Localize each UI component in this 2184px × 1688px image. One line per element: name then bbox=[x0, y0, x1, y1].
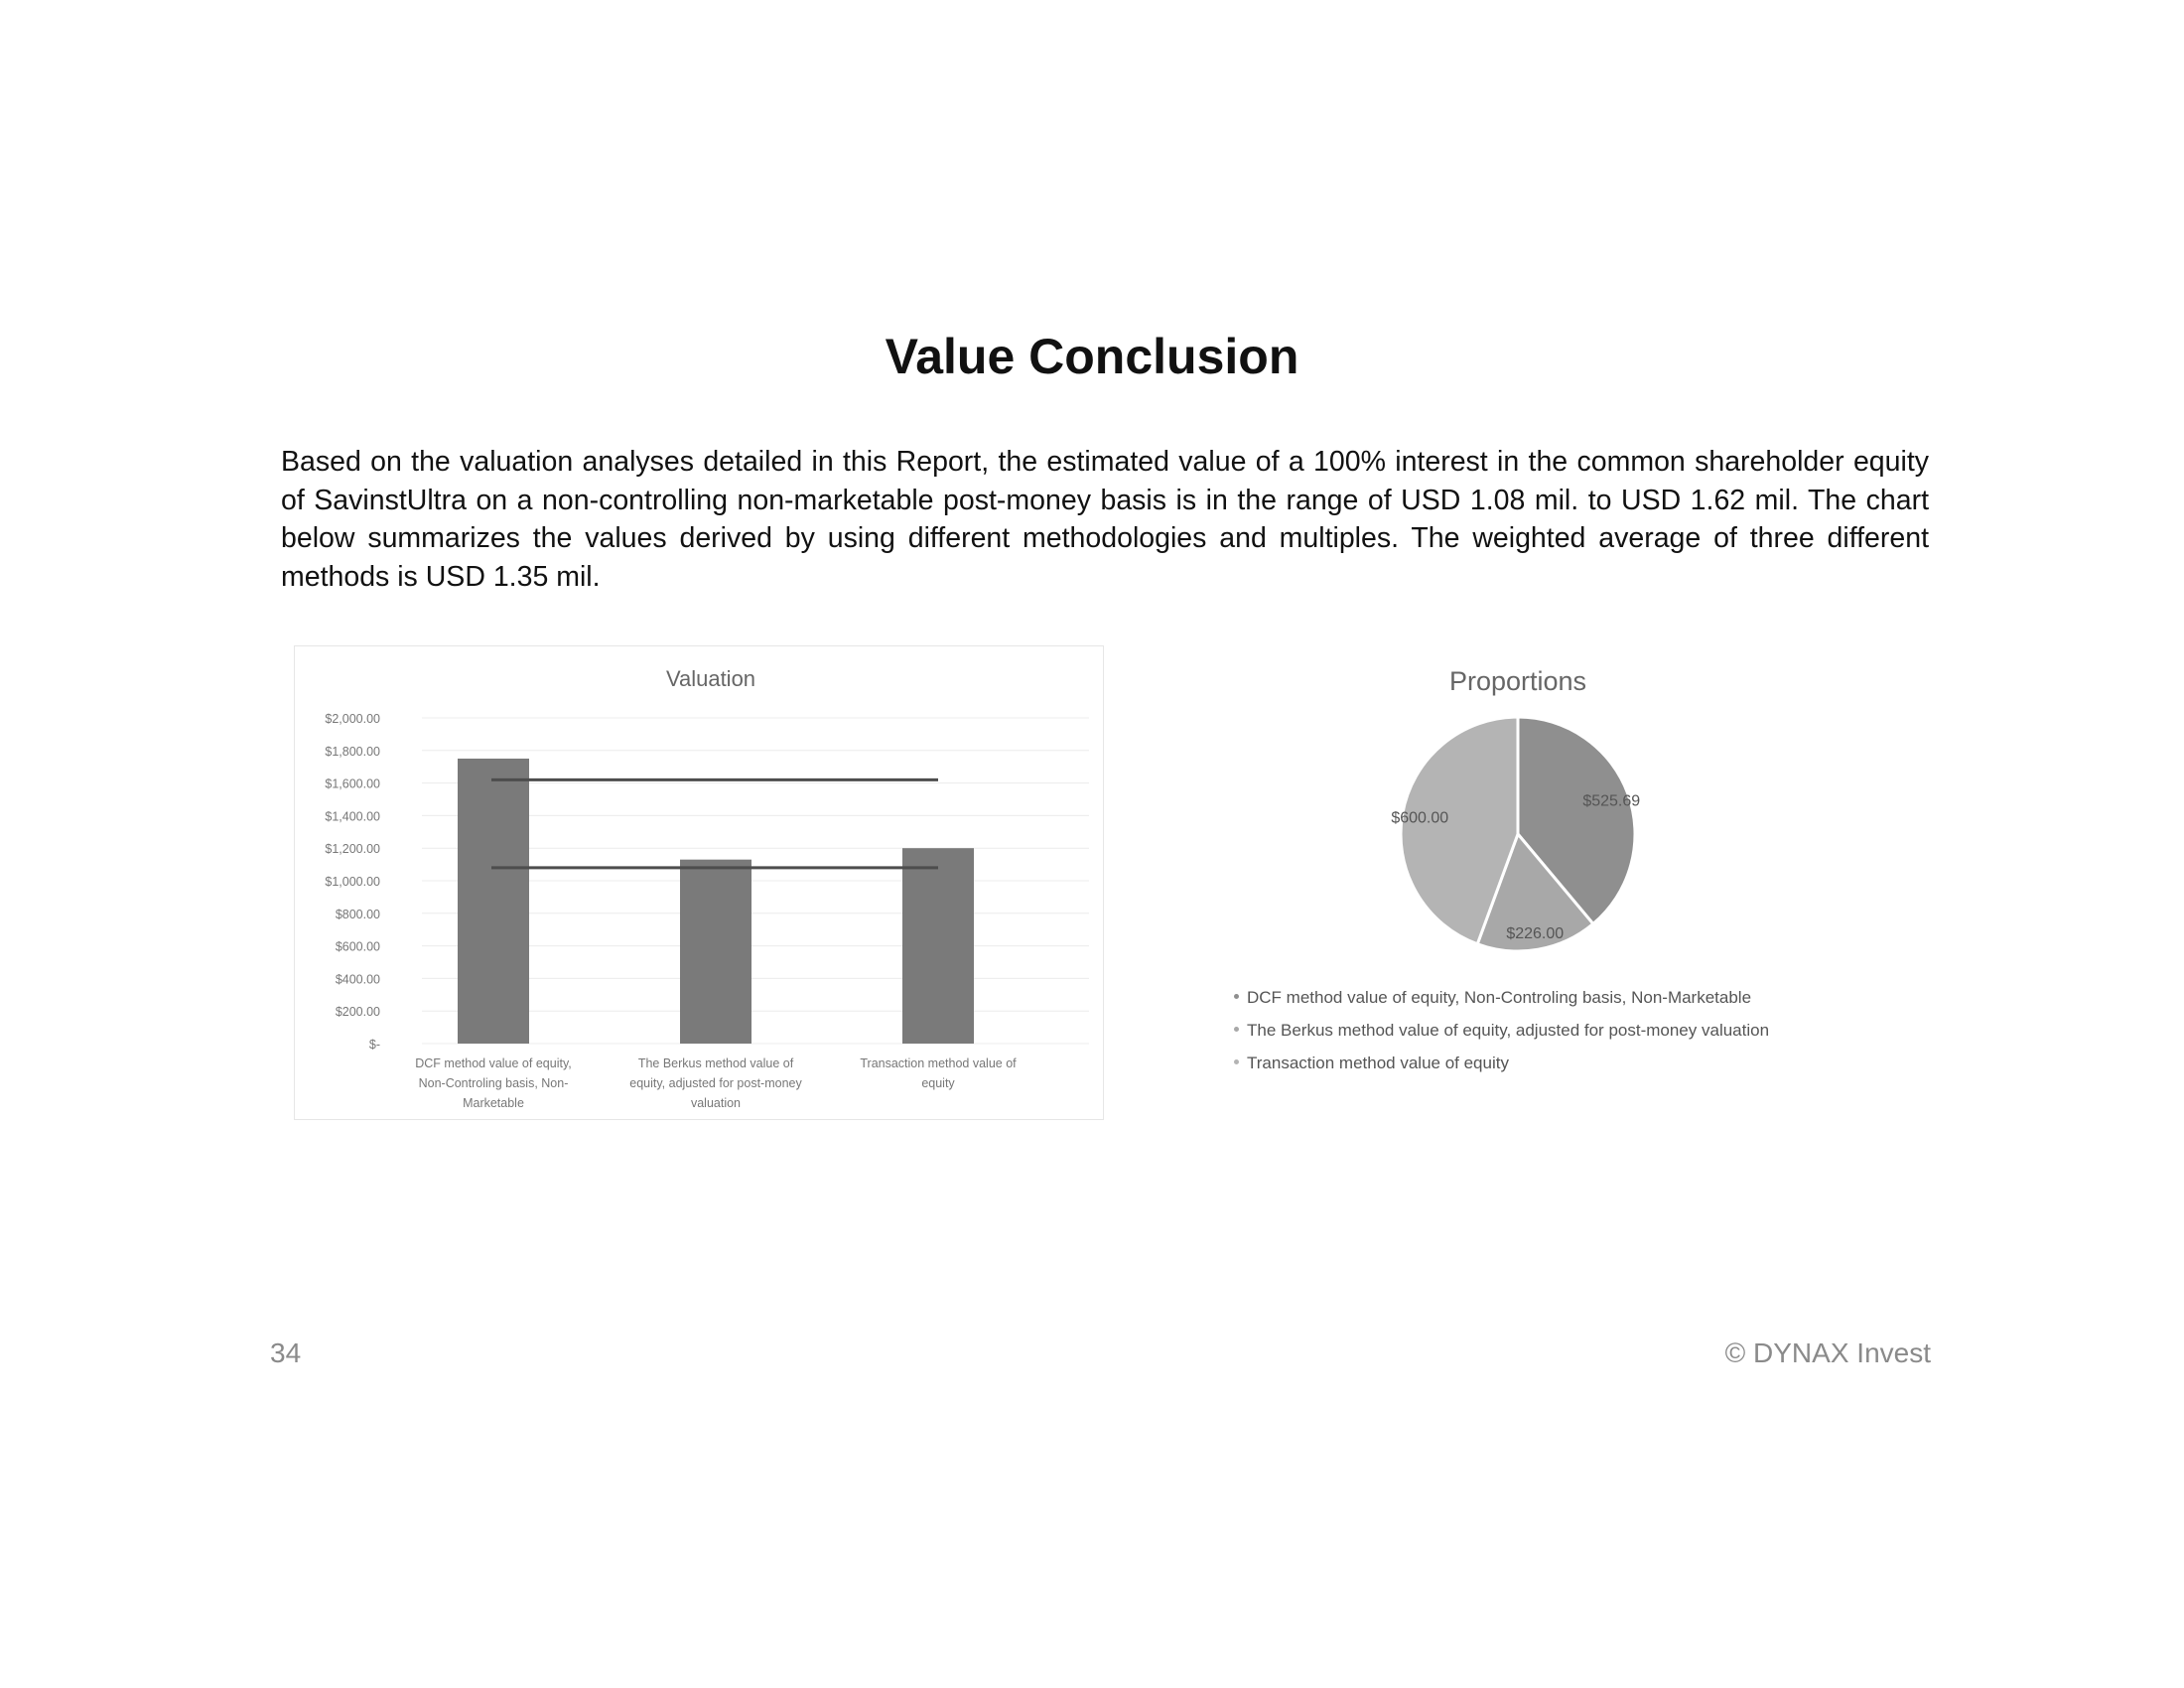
pie-data-label: $600.00 bbox=[1391, 809, 1449, 827]
page-title: Value Conclusion bbox=[885, 329, 1299, 384]
legend-label: DCF method value of equity, Non-Controling basis, Non-Marketable bbox=[1247, 988, 1752, 1007]
y-tick-label: $1,000.00 bbox=[325, 875, 380, 889]
chart-title: Valuation bbox=[665, 666, 756, 691]
y-tick-label: $1,600.00 bbox=[325, 776, 380, 791]
legend-item bbox=[1234, 1019, 1769, 1052]
x-tick-label: Transaction method value of bbox=[860, 1056, 1017, 1070]
body-paragraph: Based on the valuation analyses detailed in this Report, the estimated value of a 100% interest in the common shareholder equity of SavinstUltra on a non-controlling non-marketable post-money basis is in the range of USD 1.08 mil. to USD 1.62 mil. The chart below summarizes the values derived by using different methodologies and multiples. The weighted average of three different methods is USD 1.35 mil. bbox=[281, 446, 1929, 593]
pie-data-label: $525.69 bbox=[1582, 792, 1641, 810]
legend-item bbox=[1234, 986, 1769, 1019]
legend-bullet-icon bbox=[1234, 1059, 1239, 1064]
proportions-chart-svg bbox=[1171, 645, 1886, 983]
legend-bullet-icon bbox=[1234, 994, 1239, 999]
legend-bullet-icon bbox=[1234, 1027, 1239, 1032]
bar bbox=[458, 759, 529, 1044]
proportions-chart bbox=[1171, 645, 1886, 983]
y-tick-label: $1,200.00 bbox=[325, 842, 380, 857]
y-tick-label: $200.00 bbox=[335, 1005, 380, 1020]
x-tick-label: valuation bbox=[690, 1096, 742, 1110]
y-tick-label: $- bbox=[368, 1038, 380, 1052]
valuation-chart bbox=[294, 645, 1104, 1120]
bar bbox=[902, 848, 974, 1044]
y-tick-label: $800.00 bbox=[335, 907, 380, 921]
legend-item bbox=[1234, 1052, 1769, 1084]
x-tick-label: equity bbox=[921, 1076, 955, 1090]
proportions-legend bbox=[1234, 986, 1769, 1084]
pie-data-label: $226.00 bbox=[1506, 924, 1565, 942]
x-tick-label: Non-Controling basis, Non- bbox=[418, 1076, 569, 1090]
y-tick-label: $600.00 bbox=[335, 939, 380, 954]
x-tick-label: The Berkus method value of bbox=[637, 1056, 794, 1070]
x-tick-label: equity, adjusted for post-money bbox=[629, 1076, 802, 1090]
legend-label: The Berkus method value of equity, adjusted for post-money valuation bbox=[1247, 1021, 1770, 1040]
legend-label: Transaction method value of equity bbox=[1247, 1054, 1509, 1072]
footer-copyright: © DYNAX Invest bbox=[1724, 1337, 1931, 1368]
page-number: 34 bbox=[270, 1337, 302, 1368]
y-tick-label: $2,000.00 bbox=[325, 712, 380, 726]
y-tick-label: $1,400.00 bbox=[325, 809, 380, 824]
x-tick-label: Marketable bbox=[463, 1096, 524, 1110]
y-tick-label: $400.00 bbox=[335, 972, 380, 987]
y-tick-label: $1,800.00 bbox=[325, 744, 380, 759]
chart-title: Proportions bbox=[1448, 666, 1587, 696]
bar bbox=[680, 860, 751, 1044]
valuation-chart-svg bbox=[295, 646, 1105, 1121]
x-tick-label: DCF method value of equity, bbox=[415, 1056, 572, 1070]
